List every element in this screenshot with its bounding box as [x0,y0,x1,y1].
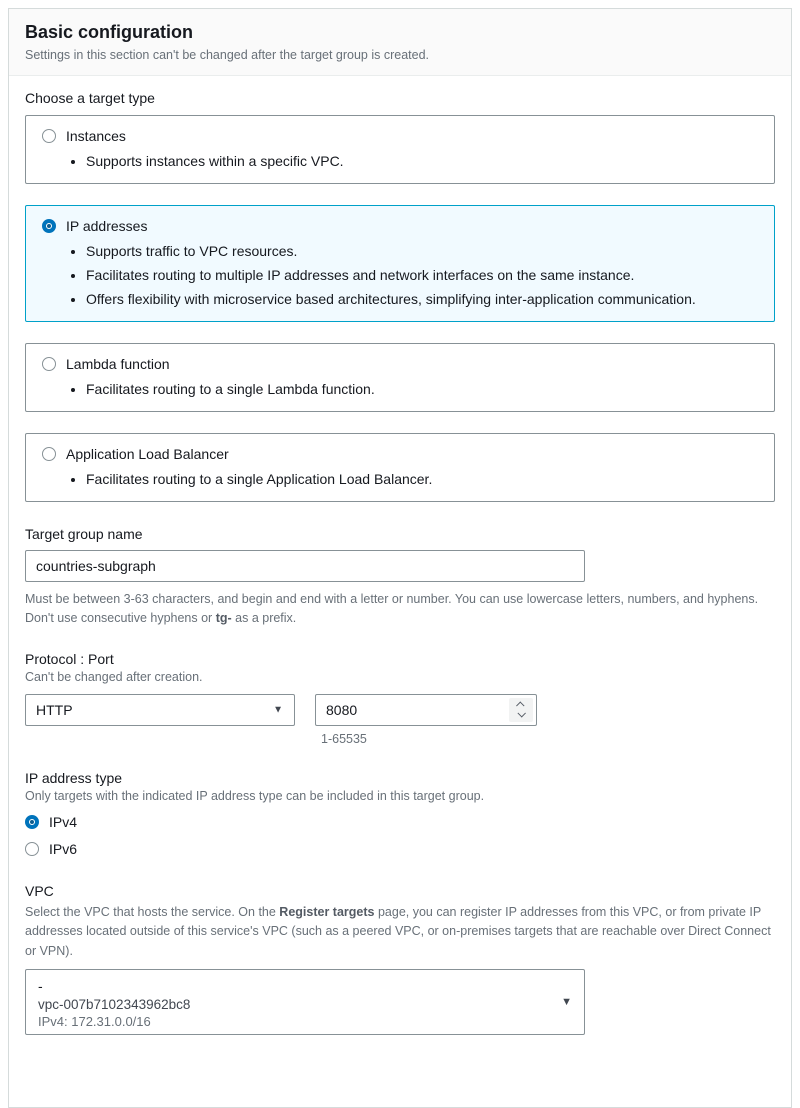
target-type-card-instances[interactable] [25,115,775,184]
port-range-hint: 1-65535 [321,731,367,746]
bullet-item: • Supports traffic to VPC resources. [86,243,758,259]
vpc-select[interactable] [25,969,585,1035]
bullet-item: • Facilitates routing to a single Lambda function. [86,381,758,397]
target-group-name-label: Target group name [25,526,143,542]
protocol-port-section [25,651,775,746]
vpc-selected-cidr: IPv4: 172.31.0.0/16 [38,1013,151,1029]
ipv4-label: IPv4 [49,813,78,830]
target-type-head [42,446,758,462]
target-type-head [42,356,758,372]
target-type-card-alb[interactable] [25,433,775,502]
radio-instances[interactable] [42,129,56,143]
radio-lambda[interactable] [42,357,56,371]
target-type-card-ip-addresses[interactable] [25,205,775,322]
radio-ipv4[interactable] [25,815,39,829]
port-input-value: 8080 [326,701,358,718]
target-type-label: Choose a target type [25,90,155,106]
target-group-name-input[interactable] [25,550,585,582]
target-type-card-lambda[interactable] [25,343,775,412]
ipv6-radio-row[interactable] [25,841,775,857]
helper-bold-tg: tg- [215,611,232,626]
vpc-section [25,883,775,1035]
target-type-option-label: IP addresses [66,218,148,234]
port-field-group [315,694,537,746]
protocol-select-value: HTTP [36,701,73,718]
target-type-option-label: Instances [66,128,126,144]
ip-address-type-sublabel: Only targets with the indicated IP address type can be included in this target group. [25,788,485,803]
section-subtitle: Settings in this section can't be changed after the target group is created. [25,48,430,62]
vpc-selected-dash: - [38,977,43,994]
protocol-port-label: Protocol : Port [25,650,114,667]
protocol-port-sublabel: Can't be changed after creation. [25,669,203,684]
protocol-port-row [25,694,775,746]
vpc-selected-id: vpc-007b7102343962bc8 [38,996,191,1012]
target-type-bullets [42,153,758,169]
target-type-bullets [42,381,758,397]
target-type-option-label: Lambda function [66,356,170,372]
helper-text: Select the VPC that hosts the service. On the [25,904,280,919]
ipv4-radio-row[interactable] [25,814,775,830]
chevron-down-icon: ▼ [273,704,283,716]
target-type-head [42,218,758,234]
radio-alb[interactable] [42,447,56,461]
bullet-item: • Facilitates routing to multiple IP addresses and network interfaces on the same instance. [86,267,758,283]
ip-address-type-label: IP address type [25,769,123,786]
bullet-item: • Offers flexibility with microservice based architectures, simplifying inter-application communication. [86,291,758,307]
helper-text: Must be between 3-63 characters, and begin and end with a letter or number. You can use lowercase letters, numbers, and hyphens. Don't use consecutive hyphens or [25,592,759,626]
stepper-down-icon[interactable] [517,709,525,717]
basic-configuration-panel [8,8,792,1108]
radio-ipv6[interactable] [25,842,39,856]
section-title: Basic configuration [25,22,194,42]
protocol-select[interactable] [25,694,295,726]
port-stepper[interactable] [509,698,533,722]
target-type-bullets [42,243,758,307]
target-type-bullets [42,471,758,487]
ip-address-type-section [25,770,775,857]
chevron-down-icon: ▼ [561,995,572,1008]
vpc-label: VPC [25,882,54,899]
ipv6-label: IPv6 [49,840,78,857]
bullet-item: • Supports instances within a specific VPC. [86,153,758,169]
helper-bold-register-targets: Register targets [279,904,375,919]
port-input[interactable] [315,694,537,726]
section-header [9,9,791,76]
target-type-option-label: Application Load Balancer [66,446,229,462]
section-content [9,76,791,1055]
helper-text: as a prefix. [231,611,297,626]
target-type-head [42,128,758,144]
radio-ip-addresses[interactable] [42,219,56,233]
target-group-name-helper [25,590,775,629]
bullet-item: • Facilitates routing to a single Application Load Balancer. [86,471,758,487]
helper-text: page, you can register IP addresses from this VPC, or from private IP addresses located outside of this service's VPC (such as a peered VPC, or on-premises targets that are reachable over Direct Connect or VPN). [25,904,771,958]
vpc-helper [25,903,777,961]
target-group-name-value: countries-subgraph [36,558,156,574]
target-group-name-section [25,526,775,629]
